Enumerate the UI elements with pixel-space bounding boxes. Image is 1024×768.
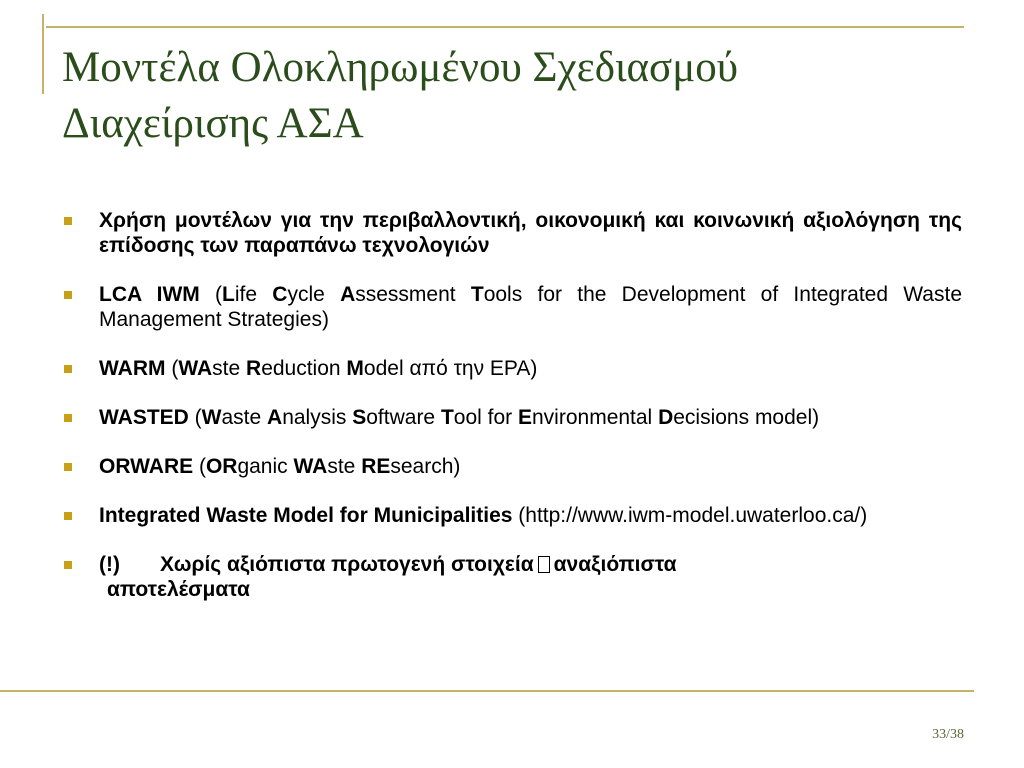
bullet-text: ( [188,406,202,429]
bullet-text: search) [390,455,461,478]
bullet-text: Χωρίς αξιόπιστα πρωτογενή στοιχεία [159,553,534,576]
model-name: ORWARE [99,455,194,478]
acronym-letter: S [352,406,367,429]
square-bullet-icon [64,291,72,299]
model-name: Integrated Waste Model for Municipalities [99,504,513,527]
bullet-text: eduction [261,357,347,380]
bullet-item-iwm-municipalities [62,503,962,528]
bullet-text: ste [212,357,247,380]
bullet-item-warning [62,552,962,602]
bullet-text: ssessment [355,283,471,306]
page-number: 33/38 [932,727,964,742]
title-left-rule [42,14,44,94]
bullet-text: αποτελέσματα [107,578,250,601]
bullet-text: odel από την EPA) [363,357,538,380]
square-bullet-icon [64,414,72,422]
bullet-text: ools for the Development of Integrated Waste Management Strategies) [99,283,962,331]
bullet-text: ool for [453,406,518,429]
square-bullet-icon [64,512,72,520]
bullet-text: nalysis [282,406,353,429]
model-url: (http://www.iwm-model.uwaterloo.ca/) [512,504,868,527]
bullet-text: αναξιόπιστα [553,553,677,576]
model-name: WARM [99,357,166,380]
acronym-letter: C [272,283,288,306]
slide-title-line-1: Μοντέλα Ολοκληρωμένου Σχεδιασμού [62,44,739,91]
bullet-text: ( [193,455,206,478]
footer-rule [0,690,974,692]
acronym-letter: W [201,406,222,429]
square-bullet-icon [64,463,72,471]
acronym-letter: A [267,406,283,429]
acronym-letter: T [470,283,484,306]
bullet-text: nvironmental [532,406,659,429]
square-bullet-icon [64,561,72,569]
warning-mark: (!) [99,553,120,576]
bullet-item-model-usage [62,208,962,258]
bullet-text: ecisions model) [673,406,820,429]
bullet-item-warm [62,356,962,381]
acronym-letter: D [658,406,674,429]
bullet-text: ( [165,357,179,380]
bullet-list [62,208,962,626]
bullet-text: ste [327,455,362,478]
acronym-letter: T [440,406,454,429]
bullet-item-orware [62,454,962,479]
acronym-letter: R [246,357,262,380]
bullet-item-lca-iwm [62,282,962,332]
model-name: WASTED [99,406,189,429]
acronym-letter: RE [361,455,391,478]
acronym-letter: WA [178,357,213,380]
acronym-letter: L [222,283,235,306]
acronym-letter: E [517,406,532,429]
square-bullet-icon [64,217,72,225]
missing-glyph-icon [538,556,550,573]
title-top-rule [46,26,964,28]
bullet-text: ife [234,283,273,306]
bullet-item-wasted [62,405,962,430]
acronym-letter: A [340,283,356,306]
acronym-letter: OR [205,455,238,478]
bullet-text: ycle [287,283,341,306]
acronym-letter: WA [293,455,328,478]
acronym-letter: M [346,357,364,380]
bullet-text: aste [221,406,268,429]
bullet-text: Χρήση μοντέλων για την περιβαλλοντική, οικονομική και κοινωνική αξιολόγηση της επίδοσης των παραπάνω τεχνολογιών [99,209,962,257]
slide-title-line-2: Διαχείρισης ΑΣΑ [62,100,364,147]
bullet-text: ( [199,283,223,306]
slide-title [62,40,962,152]
square-bullet-icon [64,365,72,373]
bullet-text: oftware [366,406,441,429]
model-name: LCA IWM [99,283,200,306]
bullet-text: ganic [237,455,294,478]
